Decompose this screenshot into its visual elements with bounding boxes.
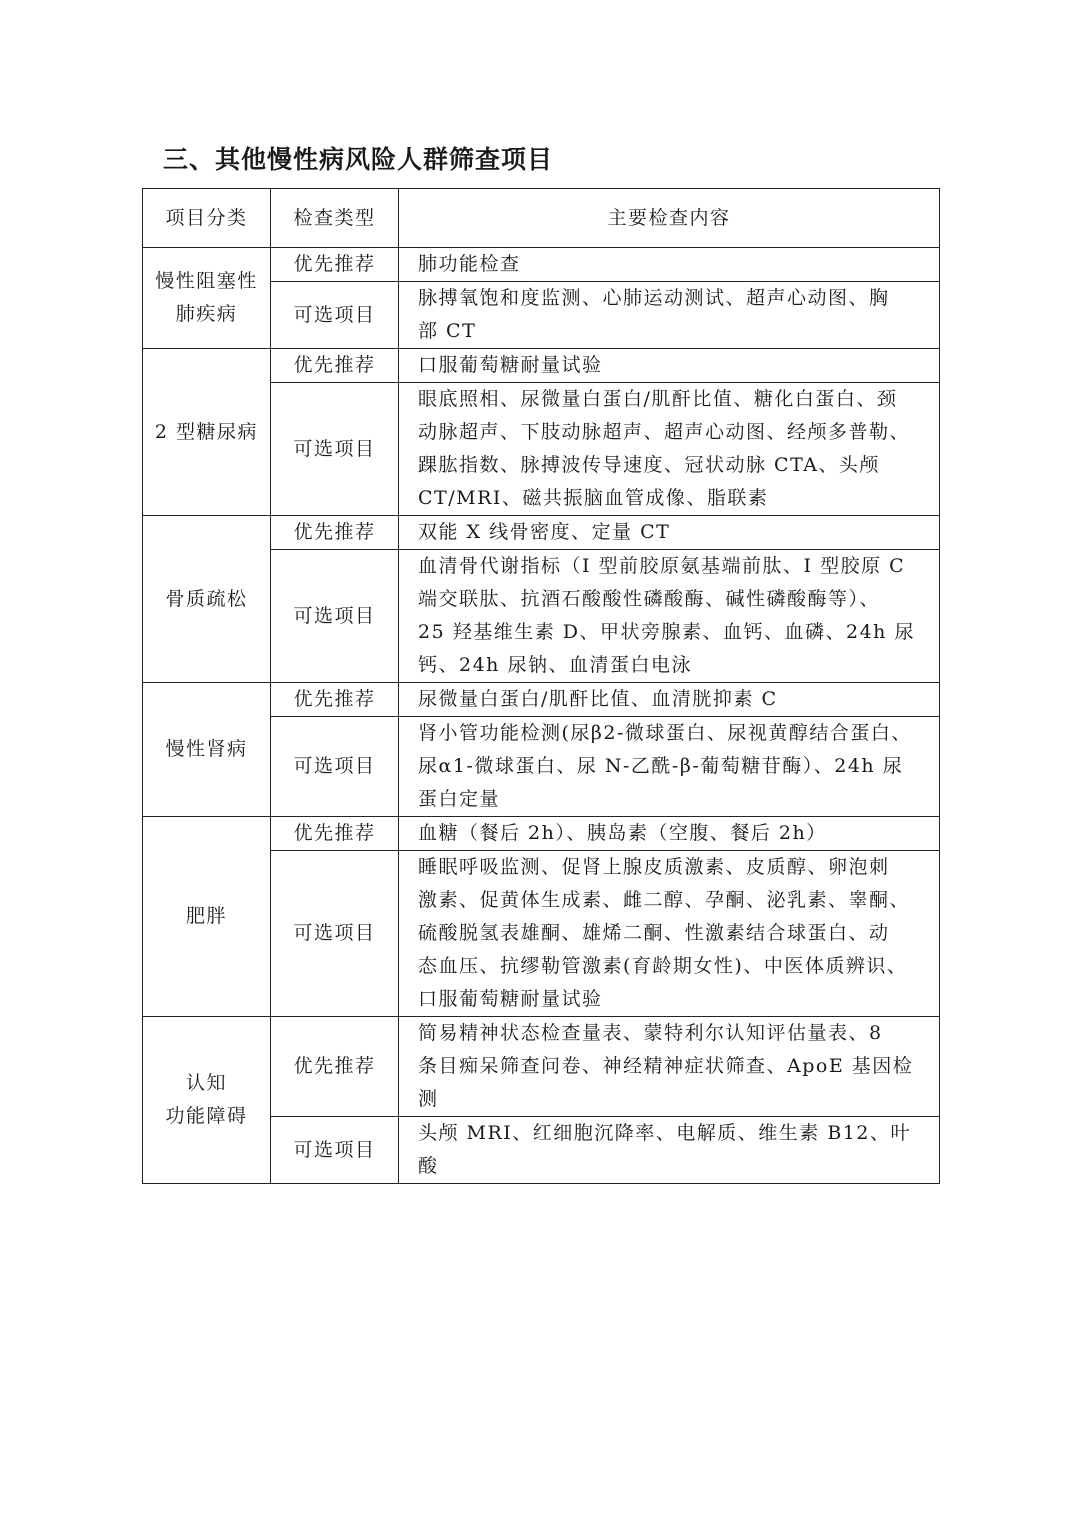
table-row: [143, 817, 940, 851]
section-heading: 三、其他慢性病风险人群筛查项目: [163, 145, 554, 174]
check-type-cell: 优先推荐: [271, 817, 399, 851]
content-line: 激素、促黄体生成素、雌二醇、孕酮、泌乳素、睾酮、: [418, 889, 911, 911]
category-label: 慢性肾病: [165, 738, 248, 760]
category-label: 肥胖: [185, 905, 227, 927]
content-line: 硫酸脱氢表雄酮、雄烯二酮、性激素结合球蛋白、动: [418, 922, 890, 944]
content-line: 踝肱指数、脉搏波传导速度、冠状动脉 CTA、头颅: [418, 454, 880, 476]
content-cell: [399, 851, 940, 1017]
table-row: [143, 349, 940, 383]
content-line: CT/MRI、磁共振脑血管成像、脂联素: [418, 487, 769, 509]
table-body: [143, 248, 940, 1184]
content-cell: [399, 1017, 940, 1117]
check-type-cell: 可选项目: [271, 383, 399, 516]
check-type-cell: 可选项目: [271, 1117, 399, 1184]
content-cell: [399, 248, 940, 282]
category-cell: [143, 1017, 271, 1184]
content-line: 尿微量白蛋白/肌酐比值、血清胱抑素 C: [418, 688, 778, 710]
content-cell: [399, 550, 940, 683]
content-cell: [399, 683, 940, 717]
content-cell: [399, 383, 940, 516]
category-cell: [143, 683, 271, 817]
category-label: 慢性阻塞性: [155, 270, 258, 292]
header-category: 项目分类: [143, 189, 271, 248]
content-line: 肺功能检查: [418, 253, 521, 275]
content-cell: [399, 282, 940, 349]
content-line: 眼底照相、尿微量白蛋白/肌酐比值、糖化白蛋白、颈: [418, 388, 898, 410]
content-line: 尿α1-微球蛋白、尿 N-乙酰-β-葡萄糖苷酶）、24h 尿: [418, 755, 904, 777]
content-line: 端交联肽、抗酒石酸酸性磷酸酶、碱性磷酸酶等）、: [418, 588, 881, 610]
check-type-cell: 可选项目: [271, 550, 399, 683]
header-main-content: 主要检查内容: [399, 189, 940, 248]
content-line: 血清骨代谢指标（I 型前胶原氨基端前肽、I 型胶原 C: [418, 555, 906, 577]
content-line: 蛋白定量: [418, 788, 501, 810]
check-type-cell: 优先推荐: [271, 248, 399, 282]
check-type-cell: 优先推荐: [271, 683, 399, 717]
header-check-type: 检查类型: [271, 189, 399, 248]
content-cell: [399, 1117, 940, 1184]
table-row: [143, 516, 940, 550]
content-line: 部 CT: [418, 320, 477, 342]
category-label: 2 型糖尿病: [154, 420, 259, 443]
content-cell: [399, 516, 940, 550]
category-cell: [143, 248, 271, 349]
content-line: 动脉超声、下肢动脉超声、超声心动图、经颅多普勒、: [418, 421, 911, 443]
category-cell: [143, 516, 271, 683]
content-line: 条目痴呆筛查问卷、神经精神症状筛查、ApoE 基因检: [418, 1055, 914, 1077]
check-type-cell: 优先推荐: [271, 1017, 399, 1117]
check-type-cell: 优先推荐: [271, 516, 399, 550]
content-cell: [399, 817, 940, 851]
content-line: 双能 X 线骨密度、定量 CT: [418, 521, 671, 543]
content-line: 睡眠呼吸监测、促肾上腺皮质激素、皮质醇、卵泡刺: [418, 856, 890, 878]
content-line: 口服葡萄糖耐量试验: [418, 354, 603, 376]
content-line: 脉搏氧饱和度监测、心肺运动测试、超声心动图、胸: [418, 287, 890, 309]
content-line: 肾小管功能检测(尿β2-微球蛋白、尿视黄醇结合蛋白、: [418, 722, 912, 744]
content-cell: [399, 349, 940, 383]
content-cell: [399, 717, 940, 817]
content-line: 口服葡萄糖耐量试验: [418, 988, 603, 1010]
content-line: 25 羟基维生素 D、甲状旁腺素、血钙、血磷、24h 尿: [418, 621, 915, 643]
category-label: 功能障碍: [165, 1105, 248, 1127]
content-line: 测: [418, 1088, 439, 1110]
table-row: [143, 1017, 940, 1117]
table-row: [143, 683, 940, 717]
content-line: 钙、24h 尿钠、血清蛋白电泳: [418, 654, 692, 676]
content-line: 简易精神状态检查量表、蒙特利尔认知评估量表、8: [418, 1022, 883, 1044]
content-line: 态血压、抗缪勒管激素(育龄期女性)、中医体质辨识、: [418, 955, 908, 977]
category-label: 认知: [185, 1072, 227, 1094]
screening-table: [142, 188, 940, 1184]
check-type-cell: 可选项目: [271, 282, 399, 349]
content-line: 血糖（餐后 2h）、胰岛素（空腹、餐后 2h）: [418, 822, 827, 844]
category-cell: [143, 349, 271, 516]
table-row: [143, 248, 940, 282]
check-type-cell: 优先推荐: [271, 349, 399, 383]
category-label: 肺疾病: [175, 303, 238, 325]
content-line: 头颅 MRI、红细胞沉降率、电解质、维生素 B12、叶酸: [418, 1122, 911, 1177]
table-header-row: [143, 189, 940, 248]
check-type-cell: 可选项目: [271, 717, 399, 817]
category-cell: [143, 817, 271, 1017]
category-label: 骨质疏松: [165, 587, 248, 610]
check-type-cell: 可选项目: [271, 851, 399, 1017]
